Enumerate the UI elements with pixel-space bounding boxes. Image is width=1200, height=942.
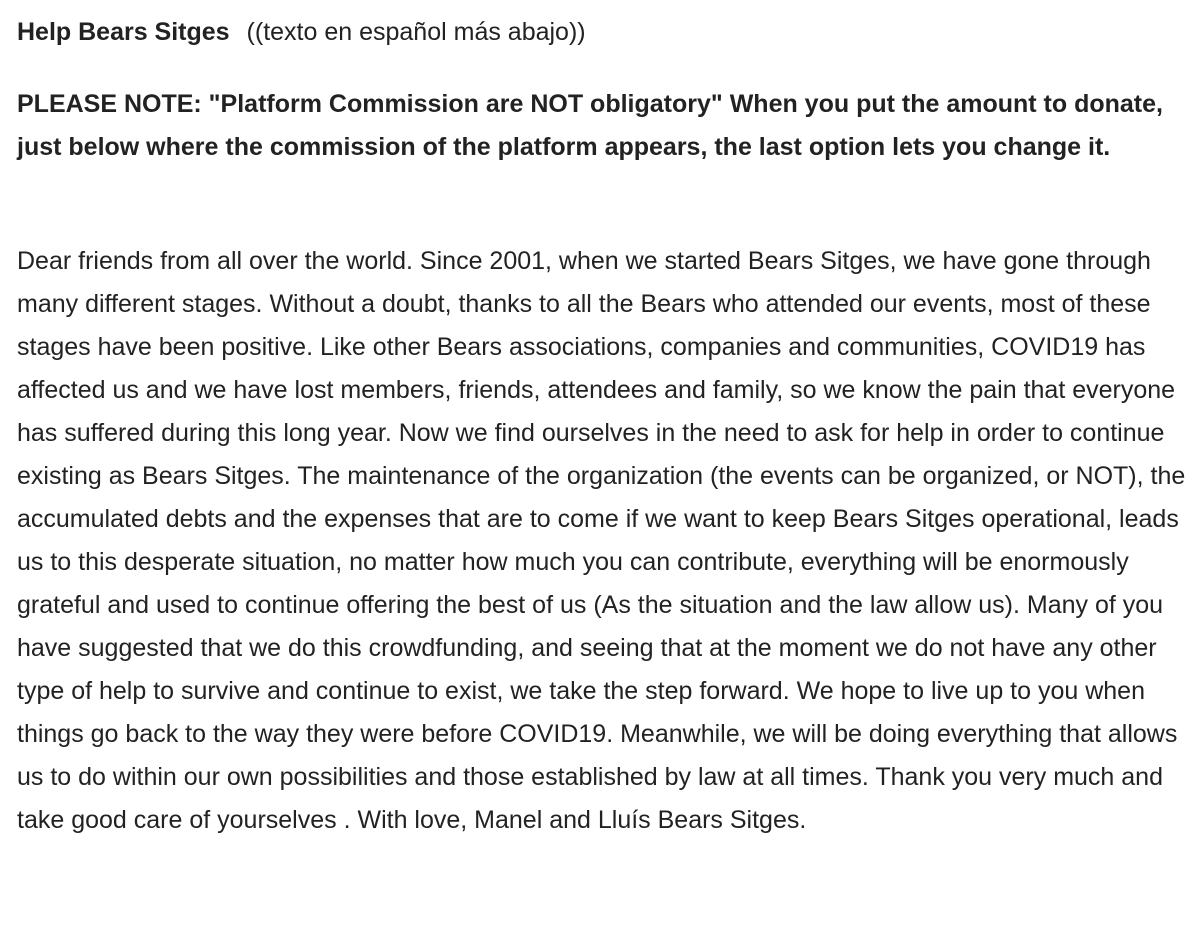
description-paragraph: Dear friends from all over the world. Since 2001, when we started Bears Sitges, we have gone through many different stages. Without a doubt, thanks to all the Bears who attended our events, most of these stages have been positive. Like other Bears associations, companies and communities, COVID19 has affected us and we have lost members, friends, attendees and family, so we know the pain that everyone has suffered during this long year. Now we find ourselves in the need to ask for help in order to continue existing as Bears Sitges. The maintenance of the organization (the events can be organized, or NOT), the accumulated debts and the expenses that are to come if we want to keep Bears Sitges operational, leads us to this desperate situation, no matter how much you can contribute, everything will be enormously grateful and used to continue offering the best of us (As the situation and the law allow us). Many of you have suggested that we do this crowdfunding, and seeing that at the moment we do not have any other type of help to survive and continue to exist, we take the step forward. We hope to live up to you when things go back to the way they were before COVID19. Meanwhile, we will be doing everything that allows us to do within our own possibilities and those established by law at all times. Thank you very much and take good care of yourselves . With love, Manel and Lluís Bears Sitges. (17, 247, 1186, 834)
spanish-text-note: ((texto en español más abajo)) (246, 18, 586, 46)
title-line (17, 14, 586, 50)
campaign-title: Help Bears Sitges (17, 18, 230, 46)
commission-note: PLEASE NOTE: "Platform Commission are NOT obligatory" When you put the amount to donate, just below where the commission of the platform appears, the last option lets you change it. (17, 90, 1163, 161)
